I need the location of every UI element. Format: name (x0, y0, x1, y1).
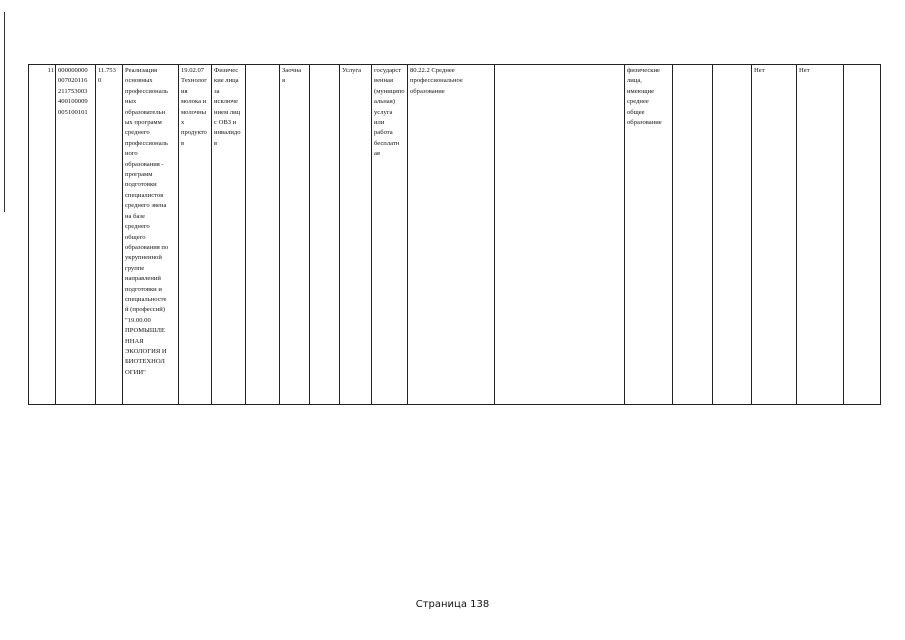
cell-code: 11.753 0 (96, 65, 123, 405)
cell-flag-2: Нет (797, 65, 844, 405)
cell-empty-3 (495, 65, 625, 405)
cell-okved: 80.22.2 Среднее профессиональное образование (408, 65, 495, 405)
cell-consumer-category: Физичес кие лица за исключе нием лиц с ОВЗ и инвалидо в (212, 65, 246, 405)
cell-row-number: 11 (29, 65, 56, 405)
cell-registry-code: 000000000 007020116 211753003 400100009 005100101 (56, 65, 96, 405)
services-table (28, 64, 881, 405)
page-number: Страница 138 (415, 599, 490, 610)
cell-empty-1 (246, 65, 280, 405)
cell-consumers: физические лица, имеющие среднее общее образование (625, 65, 673, 405)
cell-service-kind: Услуга (340, 65, 372, 405)
cell-specialty: 19.02.07 Технолог ия молока и молочны х продукто в (179, 65, 212, 405)
cell-empty-4 (673, 65, 713, 405)
cell-flag-1: Нет (752, 65, 797, 405)
cell-service-type: государст венная (муниципо альная) услуга или работа бесплатн ая (372, 65, 408, 405)
cell-study-form: Заочна я (280, 65, 310, 405)
scan-edge-line (4, 12, 5, 212)
cell-empty-6 (844, 65, 881, 405)
cell-service-name: Реализация основных профессиональ ных образовательн ых программ среднего профессиональ ного образования - программ подготовки специалистов среднего звена на базе среднего общего образования по укрупненной группе направлений подготовки и специальносте й (профессий) "19.00.00 ПРОМЫШЛЕ ННАЯ ЭКОЛОГИЯ И БИОТЕХНОЛ ОГИИ" (123, 65, 179, 405)
table-row (29, 65, 881, 405)
cell-empty-5 (713, 65, 752, 405)
cell-empty-2 (310, 65, 340, 405)
